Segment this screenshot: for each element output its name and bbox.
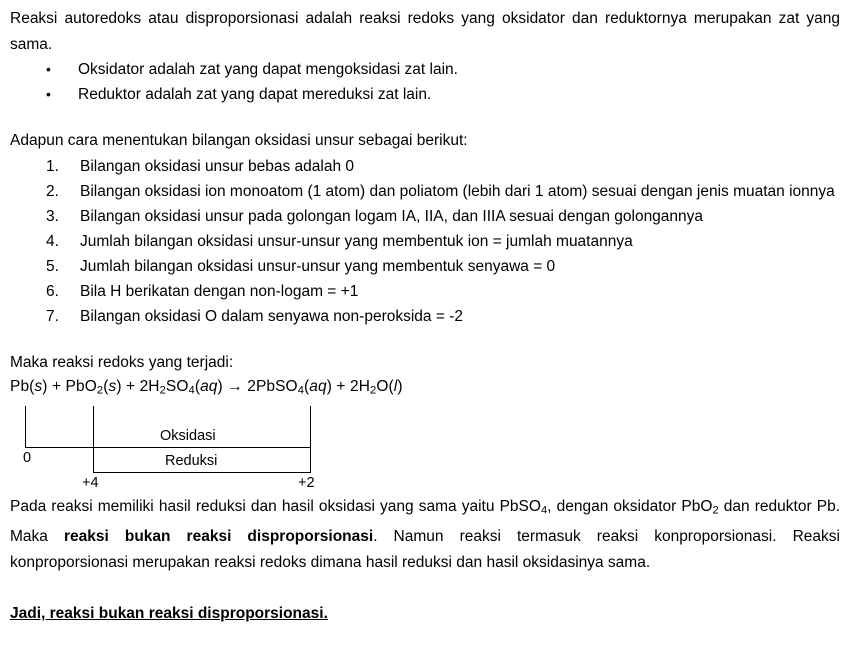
diagram-value-right: +2 <box>298 475 315 492</box>
list-item-text: Bilangan oksidasi unsur pada golongan logam IA, IIA, dan IIIA sesuai dengan golongannya <box>80 207 704 225</box>
list-item-number: 3. <box>46 207 59 225</box>
eq-plus: + <box>336 378 346 395</box>
eq-state-aq: aq <box>200 378 218 395</box>
analysis-text-part-2: , dengan oksidator PbO <box>547 498 713 516</box>
eq-product-h2o: 2H <box>350 378 371 395</box>
list-item-number: 4. <box>46 232 59 250</box>
list-item <box>10 82 840 107</box>
chem-subscript: 2 <box>712 504 719 517</box>
eq-product-pbso4: 2PbSO <box>247 378 298 395</box>
bullet-icon: • <box>46 86 51 102</box>
list-item <box>10 204 840 229</box>
list-item-text: Oksidator adalah zat yang dapat mengoksidasi zat lain. <box>78 61 458 78</box>
eq-state-l: l <box>393 378 398 395</box>
oxidation-rules-list <box>10 154 840 329</box>
eq-reactant-pb: Pb <box>10 378 30 395</box>
list-item <box>10 279 840 304</box>
bullet-icon: • <box>46 61 51 77</box>
list-item-number: 2. <box>46 182 59 200</box>
chem-subscript: 4 <box>540 504 548 517</box>
definition-bullet-list <box>10 57 840 107</box>
eq-reactant-h2so4: 2H <box>139 378 160 395</box>
diagram-label-reduksi: Reduksi <box>165 453 218 470</box>
list-item <box>10 254 840 279</box>
list-item-number: 6. <box>46 282 59 300</box>
list-item-text: Jumlah bilangan oksidasi unsur-unsur yang membentuk senyawa = 0 <box>80 257 556 275</box>
diagram-vertical-line-left <box>25 406 26 447</box>
analysis-paragraph <box>10 494 840 575</box>
list-item-text: Bilangan oksidasi unsur bebas adalah 0 <box>80 157 355 175</box>
list-item-number: 5. <box>46 257 59 275</box>
eq-product-h2o-mid: O <box>376 378 389 395</box>
conclusion-wrapper <box>10 601 840 627</box>
diagram-oxidation-line <box>25 447 311 448</box>
diagram-vertical-line-right <box>310 406 311 472</box>
eq-plus: + <box>51 378 62 395</box>
list-item-text: Bilangan oksidasi O dalam senyawa non-peroksida = -2 <box>80 307 463 325</box>
diagram-value-middle: +4 <box>82 475 99 492</box>
list-item <box>10 304 840 329</box>
redox-bracket-diagram <box>10 402 430 494</box>
diagram-reduction-line <box>93 472 311 473</box>
eq-reactant-h2so4-mid: SO <box>165 378 189 395</box>
eq-state-s: s <box>34 378 43 395</box>
intro-paragraph: Reaksi autoredoks atau disproporsionasi adalah reaksi redoks yang oksidator dan reduktornya merupakan zat yang sama. <box>10 10 840 53</box>
diagram-vertical-line-middle <box>93 406 94 472</box>
list-item-text: Bilangan oksidasi ion monoatom (1 atom) dan poliatom (lebih dari 1 atom) sesuai dengan jenis muatan ionnya <box>80 182 835 200</box>
eq-subscript: 2 <box>96 384 104 397</box>
list-item-text: Bila H berikatan dengan non-logam = +1 <box>80 282 359 300</box>
eq-subscript: 2 <box>370 384 377 397</box>
list-item <box>10 57 840 82</box>
eq-plus: + <box>125 378 136 395</box>
list-item <box>10 229 840 254</box>
eq-subscript: 4 <box>297 384 305 397</box>
eq-state-s: s <box>108 378 117 395</box>
rules-heading: Adapun cara menentukan bilangan oksidasi unsur sebagai berikut: <box>10 132 468 149</box>
list-item-number: 7. <box>46 307 59 325</box>
analysis-text-part-4: . Namun reaksi termasuk reaksi konproporsionasi. Reaksi konproporsionasi merupakan reaksi redoks dimana hasil reduksi dan hasil oksidasinya sama. <box>10 528 840 571</box>
chemical-equation: $Pb(s) + PbO_2(s) + 2H_2SO_4(aq)$ → 2PbSO$_4$(aq) + $2H_2O(l)$ <box>10 378 403 397</box>
diagram-label-oksidasi: Oksidasi <box>160 428 216 445</box>
spacer <box>10 575 840 601</box>
list-item <box>10 179 840 204</box>
reaction-heading: Maka reaksi redoks yang terjadi: <box>10 353 234 371</box>
analysis-bold-phrase: reaksi bukan reaksi disproporsionasi <box>63 528 374 546</box>
conclusion-text: Jadi, reaksi bukan reaksi disproporsionasi. <box>10 605 328 623</box>
list-item-text: Reduktor adalah zat yang dapat mereduksi zat lain. <box>78 86 432 103</box>
spacer <box>10 107 840 128</box>
eq-subscript: 2 <box>159 384 166 397</box>
list-item <box>10 154 840 179</box>
diagram-value-left: 0 <box>23 450 32 467</box>
eq-reactant-pbo2: PbO <box>65 378 97 395</box>
eq-arrow-icon: → <box>227 378 243 395</box>
analysis-text-part-1: Pada reaksi memiliki hasil reduksi dan hasil oksidasi yang sama yaitu PbSO <box>10 498 541 516</box>
spacer <box>10 329 840 350</box>
list-item-number: 1. <box>46 157 59 175</box>
eq-state-aq: aq <box>309 378 327 395</box>
analysis-text-part-3: dan reduktor Pb. Maka <box>10 498 840 546</box>
eq-subscript: 4 <box>188 384 195 397</box>
list-item-text: Jumlah bilangan oksidasi unsur-unsur yang membentuk ion = jumlah muatannya <box>80 232 633 250</box>
